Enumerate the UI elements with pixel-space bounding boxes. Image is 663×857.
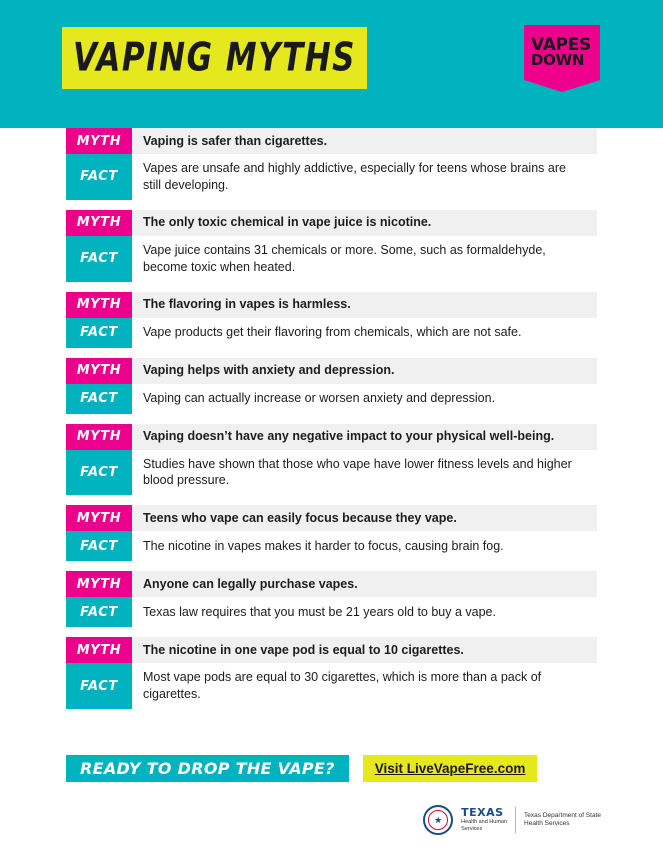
cta-link-button[interactable]: Visit LiveVapeFree.com	[363, 755, 538, 782]
fact-text: Texas law requires that you must be 21 years old to buy a vape.	[132, 597, 597, 627]
myth-tag: MYTH	[66, 571, 132, 597]
myth-row	[66, 358, 597, 384]
myth-fact-pair	[0, 358, 663, 414]
logo-line-vapes: VAPES	[531, 35, 591, 56]
hhs-title: TEXAS	[461, 806, 504, 820]
fact-text: Vape products get their flavoring from chemicals, which are not safe.	[132, 318, 597, 348]
fact-text: The nicotine in vapes makes it harder to focus, causing brain fog.	[132, 531, 597, 561]
fact-row	[66, 236, 597, 282]
fact-row	[66, 318, 597, 348]
fact-text: Vaping can actually increase or worsen anxiety and depression.	[132, 384, 597, 414]
page-title: VAPING MYTHS	[72, 34, 357, 80]
fact-tag: FACT	[66, 531, 132, 561]
fact-text: Vape juice contains 31 chemicals or more. Some, such as formaldehyde, become toxic when heated.	[132, 236, 597, 282]
myth-row	[66, 424, 597, 450]
myth-fact-pair	[0, 292, 663, 348]
myth-fact-list	[0, 128, 663, 709]
myth-row	[66, 505, 597, 531]
fact-tag: FACT	[66, 318, 132, 348]
myth-tag: MYTH	[66, 210, 132, 236]
myth-text: The only toxic chemical in vape juice is nicotine.	[132, 210, 597, 236]
myth-tag: MYTH	[66, 505, 132, 531]
vapes-down-logo	[524, 25, 600, 90]
fact-tag: FACT	[66, 663, 132, 709]
hhs-wordmark	[461, 807, 516, 833]
myth-fact-pair	[0, 128, 663, 200]
myth-fact-pair	[0, 505, 663, 561]
fact-tag: FACT	[66, 450, 132, 496]
agency-footer	[423, 805, 601, 835]
myth-text: Anyone can legally purchase vapes.	[132, 571, 597, 597]
fact-row	[66, 384, 597, 414]
myth-text: Vaping is safer than cigarettes.	[132, 128, 597, 154]
fact-row	[66, 597, 597, 627]
myth-text: Teens who vape can easily focus because they vape.	[132, 505, 597, 531]
logo-badge	[524, 25, 600, 80]
myth-tag: MYTH	[66, 292, 132, 318]
fact-row	[66, 531, 597, 561]
fact-tag: FACT	[66, 384, 132, 414]
cta-headline: READY TO DROP THE VAPE?	[66, 755, 349, 782]
myth-tag: MYTH	[66, 128, 132, 154]
page-title-banner	[62, 27, 367, 89]
myth-row	[66, 571, 597, 597]
fact-text: Vapes are unsafe and highly addictive, especially for teens whose brains are still developing.	[132, 154, 597, 200]
fact-text: Studies have shown that those who vape have lower fitness levels and higher blood pressure.	[132, 450, 597, 496]
myth-fact-pair	[0, 424, 663, 496]
texas-hhs-seal-icon	[423, 805, 453, 835]
fact-tag: FACT	[66, 597, 132, 627]
myth-tag: MYTH	[66, 424, 132, 450]
myth-tag: MYTH	[66, 637, 132, 663]
myth-row	[66, 637, 597, 663]
star-icon: ★	[434, 814, 443, 825]
myth-text: Vaping doesn’t have any negative impact to your physical well-being.	[132, 424, 597, 450]
dshs-wordmark: Texas Department of State Health Services	[524, 811, 601, 827]
myth-text: The nicotine in one vape pod is equal to 10 cigarettes.	[132, 637, 597, 663]
myth-text: Vaping helps with anxiety and depression.	[132, 358, 597, 384]
myth-row	[66, 210, 597, 236]
fact-tag: FACT	[66, 154, 132, 200]
fact-row	[66, 663, 597, 709]
fact-row	[66, 450, 597, 496]
myth-fact-pair	[0, 637, 663, 709]
myth-text: The flavoring in vapes is harmless.	[132, 292, 597, 318]
fact-row	[66, 154, 597, 200]
fact-text: Most vape pods are equal to 30 cigarettes, which is more than a pack of cigarettes.	[132, 663, 597, 709]
myth-tag: MYTH	[66, 358, 132, 384]
hhs-subtitle: Health and Human Services	[461, 819, 508, 833]
myth-row	[66, 292, 597, 318]
call-to-action	[66, 755, 537, 782]
logo-line-down: DOWN	[531, 51, 585, 70]
fact-tag: FACT	[66, 236, 132, 282]
myth-row	[66, 128, 597, 154]
myth-fact-pair	[0, 210, 663, 282]
myth-fact-pair	[0, 571, 663, 627]
page-header	[0, 0, 663, 128]
